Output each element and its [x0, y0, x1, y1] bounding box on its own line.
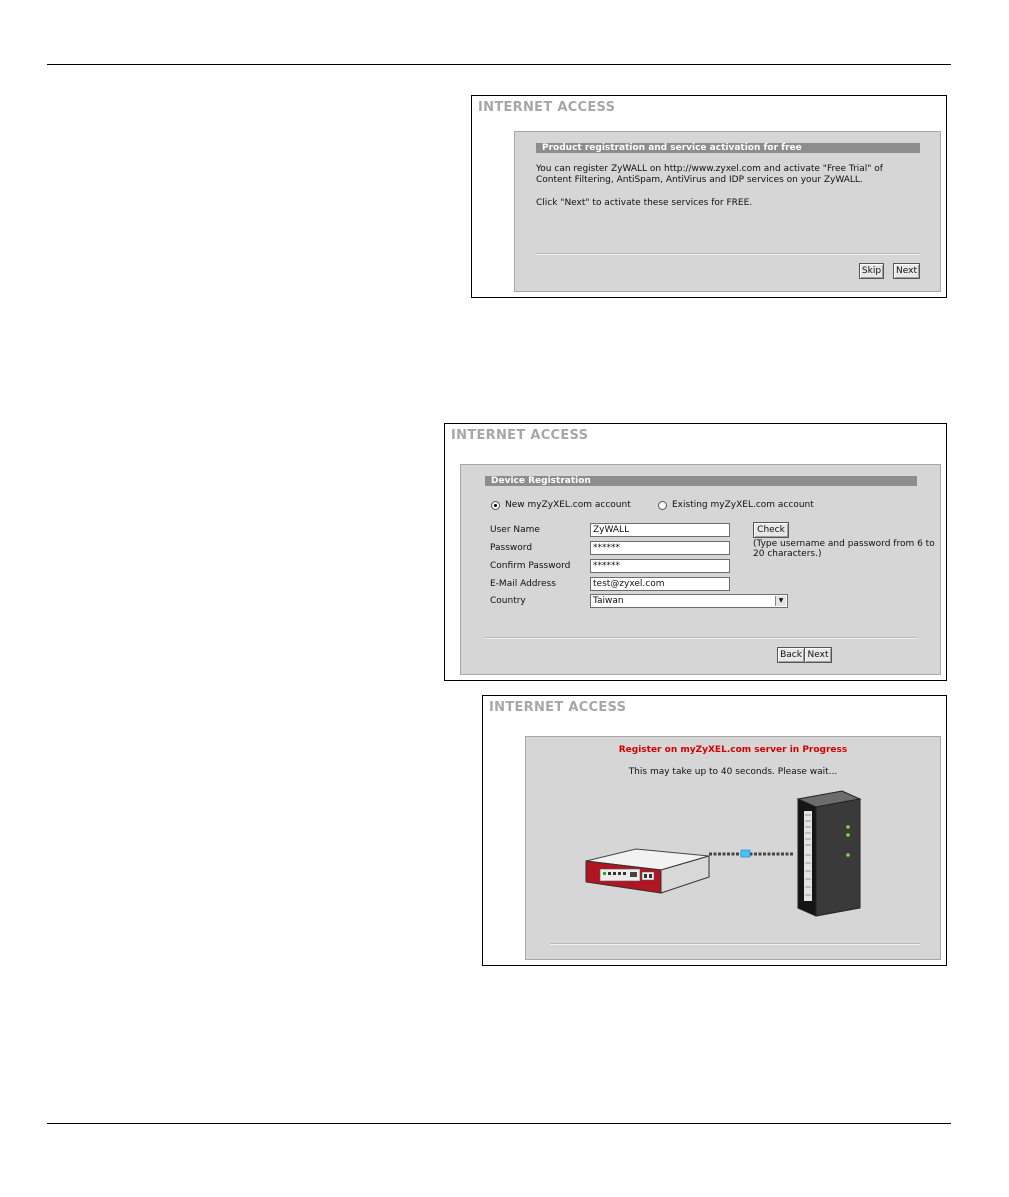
section-header: Product registration and service activation for free — [536, 143, 920, 153]
registration-progress-screenshot — [482, 695, 947, 966]
panel-title: INTERNET ACCESS — [478, 100, 616, 115]
router-icon — [586, 849, 709, 893]
hint-text-line-1: (Type username and password from 6 to — [753, 539, 935, 549]
panel-title: INTERNET ACCESS — [451, 428, 589, 443]
device-registration-screenshot — [444, 423, 947, 681]
country-select[interactable] — [590, 594, 788, 608]
divider — [536, 253, 920, 255]
footer-rule — [47, 1123, 951, 1124]
next-button[interactable]: Next — [893, 263, 920, 279]
password-label: Password — [490, 543, 533, 553]
panel-title: INTERNET ACCESS — [489, 700, 627, 715]
intro-text-line-1: You can register ZyWALL on http://www.zyxel.com and activate "Free Trial" of — [536, 164, 883, 174]
radio-new-account-label: New myZyXEL.com account — [505, 500, 631, 510]
email-input[interactable]: test@zyxel.com — [590, 577, 730, 591]
back-button[interactable]: Back — [777, 647, 805, 663]
device-to-server-illustration — [526, 771, 940, 961]
next-button[interactable]: Next — [804, 647, 832, 663]
registration-intro-screenshot — [471, 95, 947, 298]
radio-existing-account[interactable] — [658, 501, 667, 510]
radio-existing-account-label: Existing myZyXEL.com account — [672, 500, 814, 510]
section-header: Device Registration — [485, 476, 917, 486]
skip-button[interactable]: Skip — [859, 263, 884, 279]
divider — [485, 637, 917, 639]
radio-new-account[interactable] — [491, 501, 500, 510]
password-input[interactable]: ****** — [590, 541, 730, 555]
email-label: E-Mail Address — [490, 579, 556, 589]
wait-message: This may take up to 40 seconds. Please wait... — [628, 767, 838, 777]
connection-progress-indicator — [709, 850, 794, 857]
registration-form-area — [460, 464, 941, 675]
check-button[interactable]: Check — [753, 522, 789, 538]
divider — [550, 943, 920, 945]
intro-text-line-3: Click "Next" to activate these services for FREE. — [536, 198, 753, 208]
header-rule — [47, 64, 951, 65]
hint-text-line-2: 20 characters.) — [753, 549, 822, 559]
progress-title: Register on myZyXEL.com server in Progress — [618, 745, 848, 755]
confirm-password-input[interactable]: ****** — [590, 559, 730, 573]
server-icon — [798, 791, 860, 916]
chevron-down-icon[interactable]: ▼ — [775, 596, 786, 606]
country-select-value: Taiwan — [593, 596, 624, 606]
intro-content-area — [514, 131, 941, 292]
user-name-label: User Name — [490, 525, 540, 535]
confirm-password-label: Confirm Password — [490, 561, 571, 571]
country-label: Country — [490, 596, 526, 606]
intro-text-line-2: Content Filtering, AntiSpam, AntiVirus and IDP services on your ZyWALL. — [536, 175, 863, 185]
progress-content-area — [525, 736, 941, 960]
user-name-input[interactable]: ZyWALL — [590, 523, 730, 537]
